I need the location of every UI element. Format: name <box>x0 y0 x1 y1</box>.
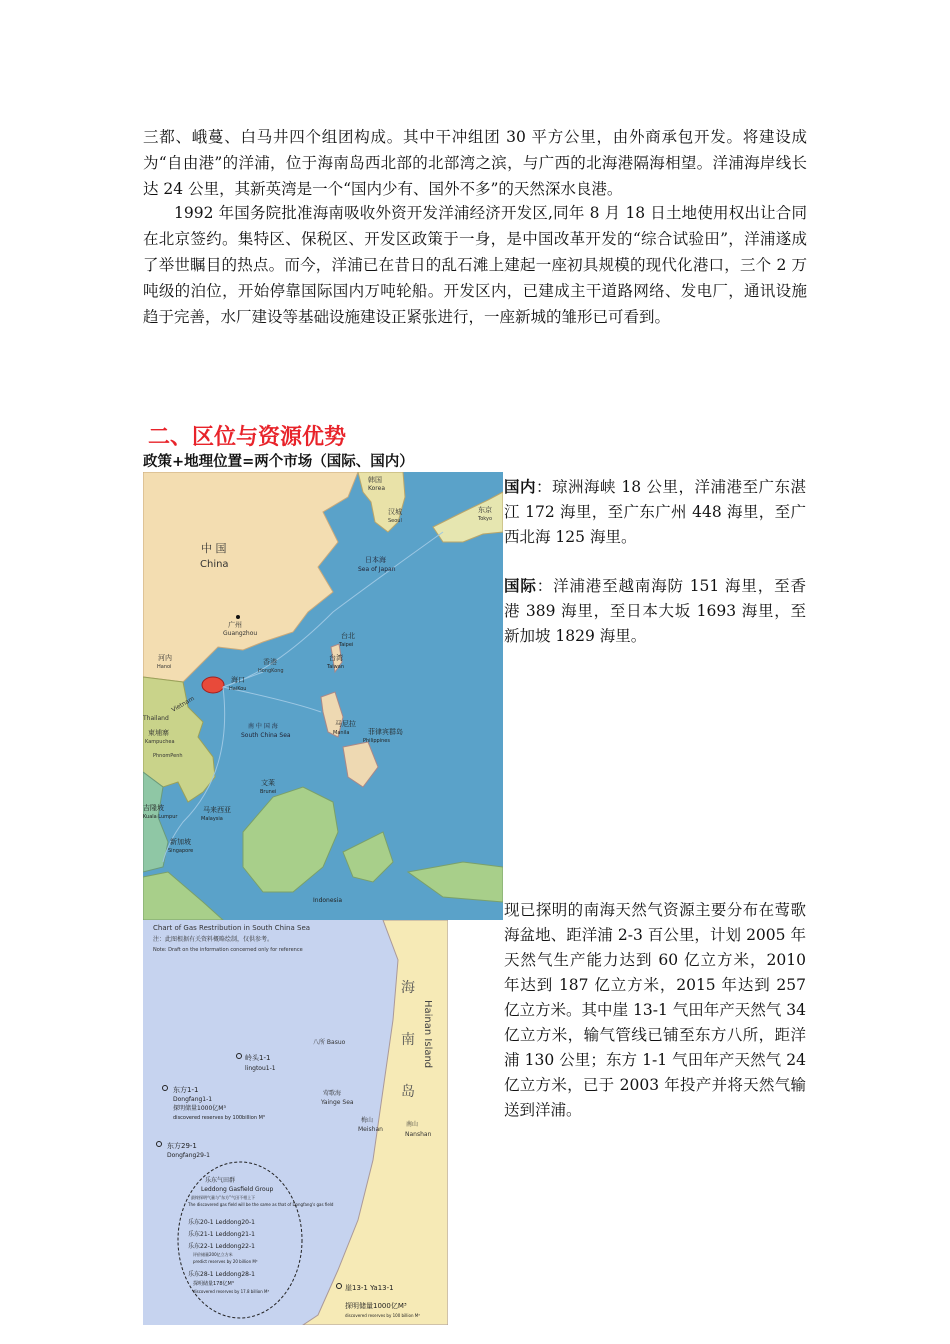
label-meishan-cn: 梅山 <box>361 1117 374 1124</box>
label-lingtou-en: lingtou1-1 <box>245 1065 276 1072</box>
label-ld22-res-cn: 评价储量200亿立方米 <box>193 1252 233 1257</box>
label-malaysia-cn: 马来西亚 <box>203 806 231 814</box>
label-taipei-en: Taipei <box>339 642 354 648</box>
international-label: 国际 <box>504 577 537 595</box>
label-leddong-note-en: The discovered gas field will be the same as that of Dongfang's gas field <box>188 1202 334 1207</box>
international-paragraph <box>504 574 806 649</box>
domestic-text: ：琼洲海峡 18 公里，洋浦港至广东湛江 172 海里，至广东广州 448 海里，至广西北海 125 海里。 <box>504 478 806 546</box>
label-meishan-en: Meishan <box>358 1126 383 1133</box>
label-korea-cn: 韩国 <box>368 476 382 484</box>
label-scs-en: South China Sea <box>241 732 291 739</box>
label-leddong-note-cn: 最终探明气量与“东方”气田不相上下 <box>191 1195 256 1200</box>
label-ld28-res-en: discovered reserves by 17.8 billion M³ <box>193 1289 270 1294</box>
label-yinggehai-en: Yainge Sea <box>321 1099 354 1106</box>
label-taiwan-en: Taiwan <box>327 664 345 670</box>
label-brunei-cn: 文莱 <box>261 779 275 787</box>
label-haikou-cn: 海口 <box>231 676 245 684</box>
label-seajapan-en: Sea of Japan <box>358 566 396 573</box>
label-indonesia-en: Indonesia <box>313 897 343 904</box>
label-thailand-en: Thailand <box>143 715 169 722</box>
gas-distribution-map <box>143 920 448 1325</box>
label-seajapan-cn: 日本海 <box>365 556 386 564</box>
label-leddong-en: Leddong Gasfield Group <box>201 1186 274 1193</box>
paragraph-2: 1992 年国务院批准海南吸收外资开发洋浦经济开发区,同年 8 月 18 日土地使用权出让合同在北京签约。集特区、保税区、开发区政策于一身，是中国改革开发的“综合试验田”，洋浦遂成了举世瞩目的热点。而今，洋浦已在昔日的乱石滩上建起一座初具规模的现代化港口，三个 2 万吨级的泊位，开始停靠国际国内万吨轮船。开发区内，已建成主干道路网络、发电厂，通讯设施趋于完善，水厂建设等基础设施建设正紧张进行，一座新城的雏形已可看到。 <box>143 204 807 326</box>
label-basuo: 八所 Basuo <box>313 1039 346 1046</box>
label-dongfang29-cn: 东方29-1 <box>167 1142 197 1150</box>
label-nanshan-en: Nanshan <box>405 1131 432 1138</box>
label-dongfang-res-en: discovered reserves by 100billion M³ <box>173 1115 265 1121</box>
international-text: ：洋浦港至越南海防 151 海里，至香港 389 海里，至日本大坂 1693 海里，至新加坡 1829 海里。 <box>504 577 806 645</box>
label-nanshan-cn: 南山 <box>406 1121 419 1128</box>
label-dongfang-en: Dongfang1-1 <box>173 1096 213 1103</box>
label-guangzhou-cn: 广州 <box>228 621 242 629</box>
label-hongkong-cn: 香港 <box>263 658 277 666</box>
label-philippines-en: Philippines <box>363 738 390 744</box>
label-philippines-cn: 菲律宾群岛 <box>368 728 403 736</box>
label-dongfang29-en: Dongfang29-1 <box>167 1152 210 1159</box>
label-hanoi-en: Hanoi <box>157 664 172 670</box>
label-lingtou-cn: 岭头1-1 <box>245 1054 271 1062</box>
label-ld21: 乐东21-1 Leddong21-1 <box>188 1231 255 1238</box>
paragraph-1: 三都、峨蔓、白马井四个组团构成。其中干冲组团 30 平方公里，由外商承包开发。将建设成为“自由港”的洋浦，位于海南岛西北部的北部湾之滨，与广西的北海港隔海相望。洋浦海岸线长达 24 公里，其新英湾是一个“国内少有、国外不多”的天然深水良港。 <box>143 128 807 198</box>
label-dongfang-res-cn: 探明储量1000亿M³ <box>173 1105 226 1112</box>
label-ld22: 乐东22-1 Leddong22-1 <box>188 1243 255 1250</box>
label-phnompenh-en: PhnomPenh <box>153 753 183 759</box>
island-cn-3: 岛 <box>401 1084 415 1100</box>
island-en: Hainan Island <box>422 1000 433 1069</box>
label-china-en: China <box>200 559 229 570</box>
island-cn-1: 海 <box>401 980 415 996</box>
label-hongkong-en: HongKong <box>258 668 284 674</box>
label-china-cn: 中 国 <box>201 542 227 555</box>
label-seoul-cn: 汉城 <box>388 508 402 516</box>
label-manila-en: Manila <box>333 730 350 736</box>
domestic-paragraph <box>504 475 806 550</box>
section-title: 二、区位与资源优势 <box>148 425 347 450</box>
chart-note-en: Note: Draft on the information concerned only for reference <box>153 947 303 953</box>
label-ya13-cn: 崖13-1 Ya13-1 <box>345 1284 394 1292</box>
label-ya13-res-cn: 探明储量1000亿M³ <box>345 1302 407 1310</box>
label-leddong-cn: 乐东气田群 <box>205 1177 236 1184</box>
chart-note-cn: 注：此图根据有关资料概略绘制，仅供参考。 <box>153 936 274 943</box>
label-seoul-en: Seoul <box>388 518 402 524</box>
label-manila-cn: 马尼拉 <box>335 720 356 728</box>
gas-paragraph: 现已探明的南海天然气资源主要分布在莺歌海盆地、距洋浦 2-3 百公里，计划 2005 年天然气生产能力达到 60 亿立方米，2010 年达到 187 亿立方米，2015 年达到 257 亿立方米。其中崖 13-1 气田年产天然气 34 亿立方米，输气管线已铺至东方八所，距洋浦 130 公里；东方 1-1 气田年产天然气 24 亿立方米，已于 2003 年投产并将天然气输送到洋浦。 <box>504 901 806 1119</box>
label-haikou-en: HaiKou <box>229 686 247 692</box>
label-kampuchea-cn: 柬埔寨 <box>148 729 169 737</box>
label-guangzhou-en: Guangzhou <box>223 630 258 637</box>
label-ld28-res-cn: 探明储量178亿M³ <box>193 1281 234 1287</box>
label-kampuchea-en: Kampuchea <box>145 739 175 745</box>
domestic-label: 国内 <box>504 478 536 496</box>
label-dongfang-cn: 东方1-1 <box>173 1086 199 1094</box>
dot-guangzhou <box>236 615 240 619</box>
hainan-marker <box>202 677 224 693</box>
label-malaysia-en: Malaysia <box>201 816 223 822</box>
label-taipei-cn: 台北 <box>341 632 355 640</box>
asia-shipping-map <box>143 472 503 920</box>
label-ya13-res-en: discovered reserves by 100 billion M³ <box>345 1313 420 1318</box>
label-singapore-cn: 新加坡 <box>170 838 191 846</box>
label-ld22-res-en: predict reserves by 20 billion M³ <box>193 1259 258 1264</box>
label-hanoi-cn: 河内 <box>158 654 172 662</box>
label-tokyo-cn: 东京 <box>478 506 492 514</box>
label-kl-cn: 吉隆坡 <box>143 804 164 812</box>
label-taiwan-cn: 台湾 <box>329 654 343 662</box>
label-tokyo-en: Tokyo <box>478 516 492 522</box>
label-korea-en: Korea <box>368 485 386 492</box>
label-scs-cn: 南 中 国 海 <box>248 723 278 730</box>
label-singapore-en: Singapore <box>168 848 194 854</box>
island-cn-2: 南 <box>401 1032 415 1048</box>
label-vietnam-en: Vietnam <box>170 695 196 714</box>
label-kl-en: Kuala Lumpur <box>143 814 178 820</box>
section-subhead: 政策+地理位置=两个市场（国际、国内） <box>143 454 414 470</box>
label-brunei-en: Brunei <box>260 789 277 795</box>
label-ld28: 乐东28-1 Leddong28-1 <box>188 1271 255 1278</box>
chart-title: Chart of Gas Restribution in South China Sea <box>153 924 311 932</box>
label-ld20: 乐东20-1 Leddong20-1 <box>188 1219 255 1226</box>
label-yinggehai-cn: 莺歌海 <box>323 1090 342 1097</box>
